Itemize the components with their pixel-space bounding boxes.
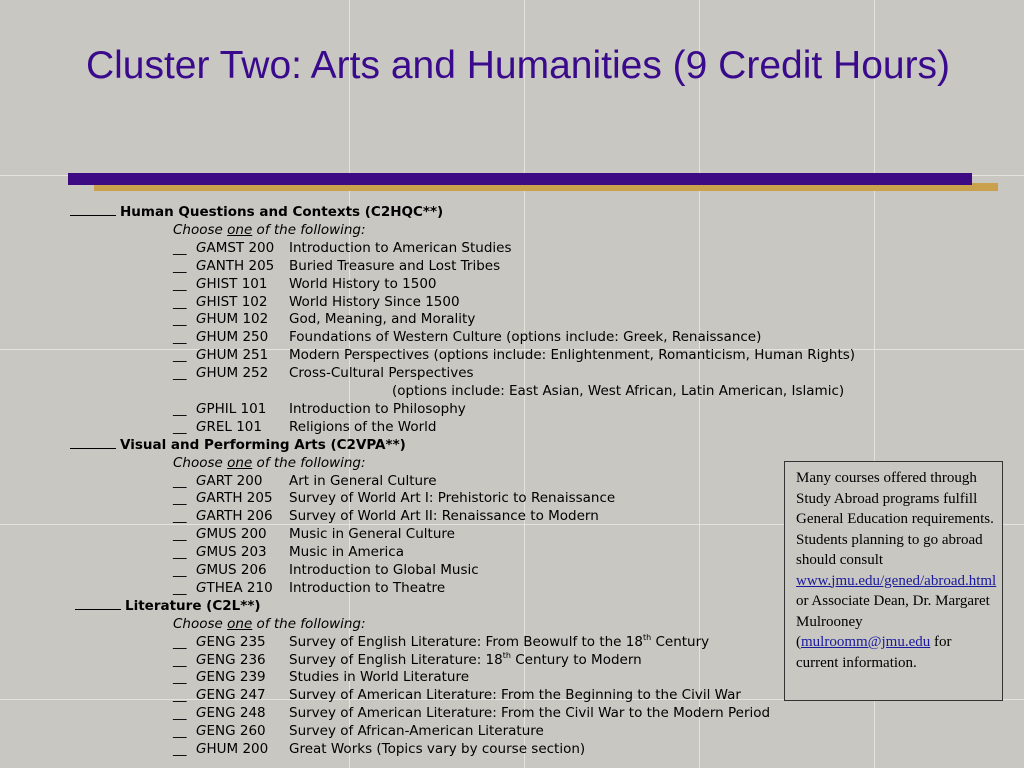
course-code-text: ARTH 205: [206, 490, 273, 507]
course-checkbox[interactable]: __: [173, 418, 187, 435]
course-checkbox[interactable]: __: [173, 526, 187, 543]
course-code-text: REL 101: [206, 418, 262, 435]
course-title: Introduction to Philosophy: [289, 400, 466, 417]
course-row: [0, 382, 1024, 400]
course-row: [0, 364, 1024, 382]
choose-instruction: [173, 615, 366, 633]
gened-prefix: G: [196, 275, 207, 292]
course-code: [196, 310, 268, 328]
course-title: Music in General Culture: [289, 526, 455, 543]
course-code: [196, 328, 268, 346]
gened-prefix: G: [196, 293, 207, 310]
choose-one: one: [227, 454, 253, 471]
course-code: [196, 561, 267, 579]
choose-text: Choose: [173, 615, 228, 632]
course-title: Introduction to Theatre: [289, 579, 446, 596]
course-title: Art in General Culture: [289, 472, 437, 489]
checkbox-blank[interactable]: [70, 436, 116, 449]
email-link[interactable]: mulroomm@jmu.edu: [801, 634, 931, 650]
course-code: [196, 507, 273, 525]
checkbox-blank[interactable]: [75, 597, 121, 610]
course-code: [196, 400, 266, 418]
course-title: Modern Perspectives (options include: Enlightenment, Romanticism, Human Rights): [289, 347, 856, 364]
choose-one: one: [227, 221, 253, 238]
course-code-text: HIST 102: [206, 293, 268, 310]
course-code: [196, 740, 268, 758]
course-checkbox[interactable]: __: [173, 400, 187, 417]
course-title: Studies in World Literature: [289, 669, 470, 686]
course-checkbox[interactable]: __: [173, 562, 187, 578]
course-code-text: ANTH 205: [206, 257, 275, 274]
course-checkbox[interactable]: __: [173, 741, 187, 757]
gened-prefix: G: [196, 579, 207, 596]
gened-prefix: G: [196, 347, 207, 364]
course-row: [0, 310, 1024, 328]
course-checkbox[interactable]: __: [173, 311, 187, 328]
course-code-text: MUS 200: [206, 526, 267, 543]
choose-text: of the following:: [252, 615, 366, 632]
course-checkbox[interactable]: __: [173, 633, 187, 650]
course-code: [196, 525, 267, 543]
course-code-text: HUM 251: [206, 347, 269, 364]
choose-instruction: [173, 454, 366, 472]
course-title: World History to 1500: [289, 275, 437, 292]
course-code-text: HUM 200: [206, 741, 269, 757]
course-checkbox[interactable]: __: [173, 579, 187, 596]
slide-title: Cluster Two: Arts and Humanities (9 Credit Hours): [85, 44, 951, 87]
course-code-text: PHIL 101: [206, 400, 267, 417]
course-title: Survey of American Literature: From the Civil War to the Modern Period: [289, 705, 771, 722]
course-code-text: ART 200: [206, 472, 263, 489]
course-code: [196, 364, 268, 382]
note-text: or Associate Dean, Dr. Margaret Mulrooney (: [796, 593, 990, 650]
gened-prefix: G: [196, 257, 207, 274]
course-title: Great Works (Topics vary by course section): [289, 741, 586, 757]
course-code-text: ENG 260: [206, 723, 266, 740]
course-code-text: ARTH 206: [206, 508, 273, 525]
course-checkbox[interactable]: __: [173, 508, 187, 525]
section-heading: [70, 436, 406, 454]
course-checkbox[interactable]: __: [173, 239, 187, 256]
course-title: Introduction to American Studies: [289, 239, 512, 256]
course-title: Survey of World Art I: Prehistoric to Renaissance: [289, 490, 616, 507]
course-checkbox[interactable]: __: [173, 490, 187, 507]
course-code-text: HUM 250: [206, 329, 269, 346]
course-title: Buried Treasure and Lost Tribes: [289, 257, 501, 274]
course-checkbox[interactable]: __: [173, 723, 187, 740]
section-heading-text: Literature (C2L**): [125, 597, 261, 614]
gened-prefix: G: [196, 705, 207, 722]
study-abroad-note: [784, 461, 1003, 701]
title-underline-purple: [68, 173, 972, 185]
course-code-text: THEA 210: [206, 579, 273, 596]
course-title: Survey of English Literature: 18th Century to Modern: [289, 650, 642, 668]
course-row: [0, 722, 1024, 740]
course-checkbox[interactable]: __: [173, 705, 187, 722]
course-code: [196, 346, 268, 364]
course-title: Foundations of Western Culture (options include: Greek, Renaissance): [289, 329, 762, 346]
choose-instruction: [173, 221, 366, 239]
course-title: Survey of African-American Literature: [289, 723, 544, 740]
course-checkbox[interactable]: __: [173, 669, 187, 686]
note-text: for current information.: [796, 634, 952, 671]
course-title: Survey of English Literature: From Beowulf to the 18th Century: [289, 632, 710, 650]
course-code-text: ENG 247: [206, 687, 266, 704]
course-checkbox[interactable]: __: [173, 472, 187, 489]
course-title: Music in America: [289, 544, 404, 561]
course-code: [196, 651, 266, 669]
course-checkbox[interactable]: __: [173, 275, 187, 292]
checkbox-blank[interactable]: [70, 203, 116, 216]
gened-prefix: G: [196, 508, 207, 525]
gened-prefix: G: [196, 544, 207, 561]
course-checkbox[interactable]: __: [173, 544, 187, 561]
choose-text: of the following:: [252, 454, 366, 471]
course-title: Cross-Cultural Perspectives: [289, 365, 474, 382]
gened-prefix: G: [196, 418, 207, 435]
course-code: [196, 275, 267, 293]
course-title: Introduction to Global Music: [289, 562, 479, 578]
gened-prefix: G: [196, 687, 207, 704]
course-row: [0, 293, 1024, 311]
gened-prefix: G: [196, 669, 207, 686]
course-title: God, Meaning, and Morality: [289, 311, 476, 328]
course-row: [0, 275, 1024, 293]
course-row: [0, 740, 1024, 758]
course-checkbox[interactable]: __: [173, 347, 187, 364]
section-heading-text: Human Questions and Contexts (C2HQC**): [120, 204, 444, 220]
gened-prefix: G: [196, 365, 207, 382]
course-code: [196, 293, 267, 311]
gened-prefix: G: [196, 239, 207, 256]
gened-prefix: G: [196, 562, 207, 578]
course-code-text: ENG 236: [206, 651, 266, 668]
course-code-text: HUM 252: [206, 365, 269, 382]
section-heading: [75, 597, 261, 615]
gened-prefix: G: [196, 651, 207, 668]
course-code: [196, 668, 266, 686]
course-checkbox[interactable]: __: [173, 651, 187, 668]
gened-prefix: G: [196, 400, 207, 417]
course-checkbox[interactable]: __: [173, 293, 187, 310]
course-title: Survey of World Art II: Renaissance to Modern: [289, 508, 599, 525]
course-code-text: HUM 102: [206, 311, 269, 328]
choose-text: of the following:: [252, 221, 366, 238]
course-checkbox[interactable]: __: [173, 365, 187, 382]
course-title: World History Since 1500: [289, 293, 460, 310]
course-code: [196, 722, 266, 740]
course-code: [196, 579, 273, 597]
course-title: Religions of the World: [289, 418, 437, 435]
note-text: Many courses offered through Study Abroad programs fulfill General Education requirements. Students planning to go abroad should consult: [796, 470, 994, 568]
choose-text: Choose: [173, 221, 228, 238]
course-code: [196, 239, 274, 257]
course-row: [0, 239, 1024, 257]
course-code: [196, 686, 266, 704]
course-code: [196, 257, 274, 275]
course-code: [196, 633, 266, 651]
course-code-text: ENG 235: [206, 633, 266, 650]
course-code-text: MUS 203: [206, 544, 267, 561]
gened-prefix: G: [196, 490, 207, 507]
gened-abroad-link[interactable]: www.jmu.edu/gened/abroad.html: [796, 572, 997, 589]
course-code-text: ENG 248: [206, 705, 266, 722]
gened-prefix: G: [196, 741, 207, 757]
course-code: [196, 704, 266, 722]
gened-prefix: G: [196, 329, 207, 346]
course-code-text: HIST 101: [206, 275, 268, 292]
course-code: [196, 472, 262, 490]
choose-one: one: [227, 615, 253, 632]
course-row: [0, 328, 1024, 346]
course-checkbox[interactable]: __: [173, 329, 187, 346]
choose-text: Choose: [173, 454, 228, 471]
gened-prefix: G: [196, 311, 207, 328]
course-checkbox[interactable]: __: [173, 257, 187, 274]
gened-prefix: G: [196, 526, 207, 543]
course-row: [0, 704, 1024, 722]
course-code-text: MUS 206: [206, 562, 267, 578]
gened-prefix: G: [196, 723, 207, 740]
course-code-text: ENG 239: [206, 669, 266, 686]
course-options: (options include: East Asian, West African, Latin American, Islamic): [392, 383, 845, 399]
course-row: [0, 257, 1024, 275]
section-heading-text: Visual and Performing Arts (C2VPA**): [120, 436, 406, 453]
section-heading: [70, 203, 443, 221]
course-row: [0, 400, 1024, 418]
gened-prefix: G: [196, 472, 207, 489]
course-code: [196, 543, 267, 561]
course-row: [0, 346, 1024, 364]
course-code: [196, 489, 273, 507]
course-code: [196, 418, 262, 436]
course-checkbox[interactable]: __: [173, 687, 187, 704]
course-title: Survey of American Literature: From the Beginning to the Civil War: [289, 687, 741, 704]
gened-prefix: G: [196, 633, 207, 650]
course-row: [0, 418, 1024, 436]
course-code-text: AMST 200: [206, 239, 275, 256]
